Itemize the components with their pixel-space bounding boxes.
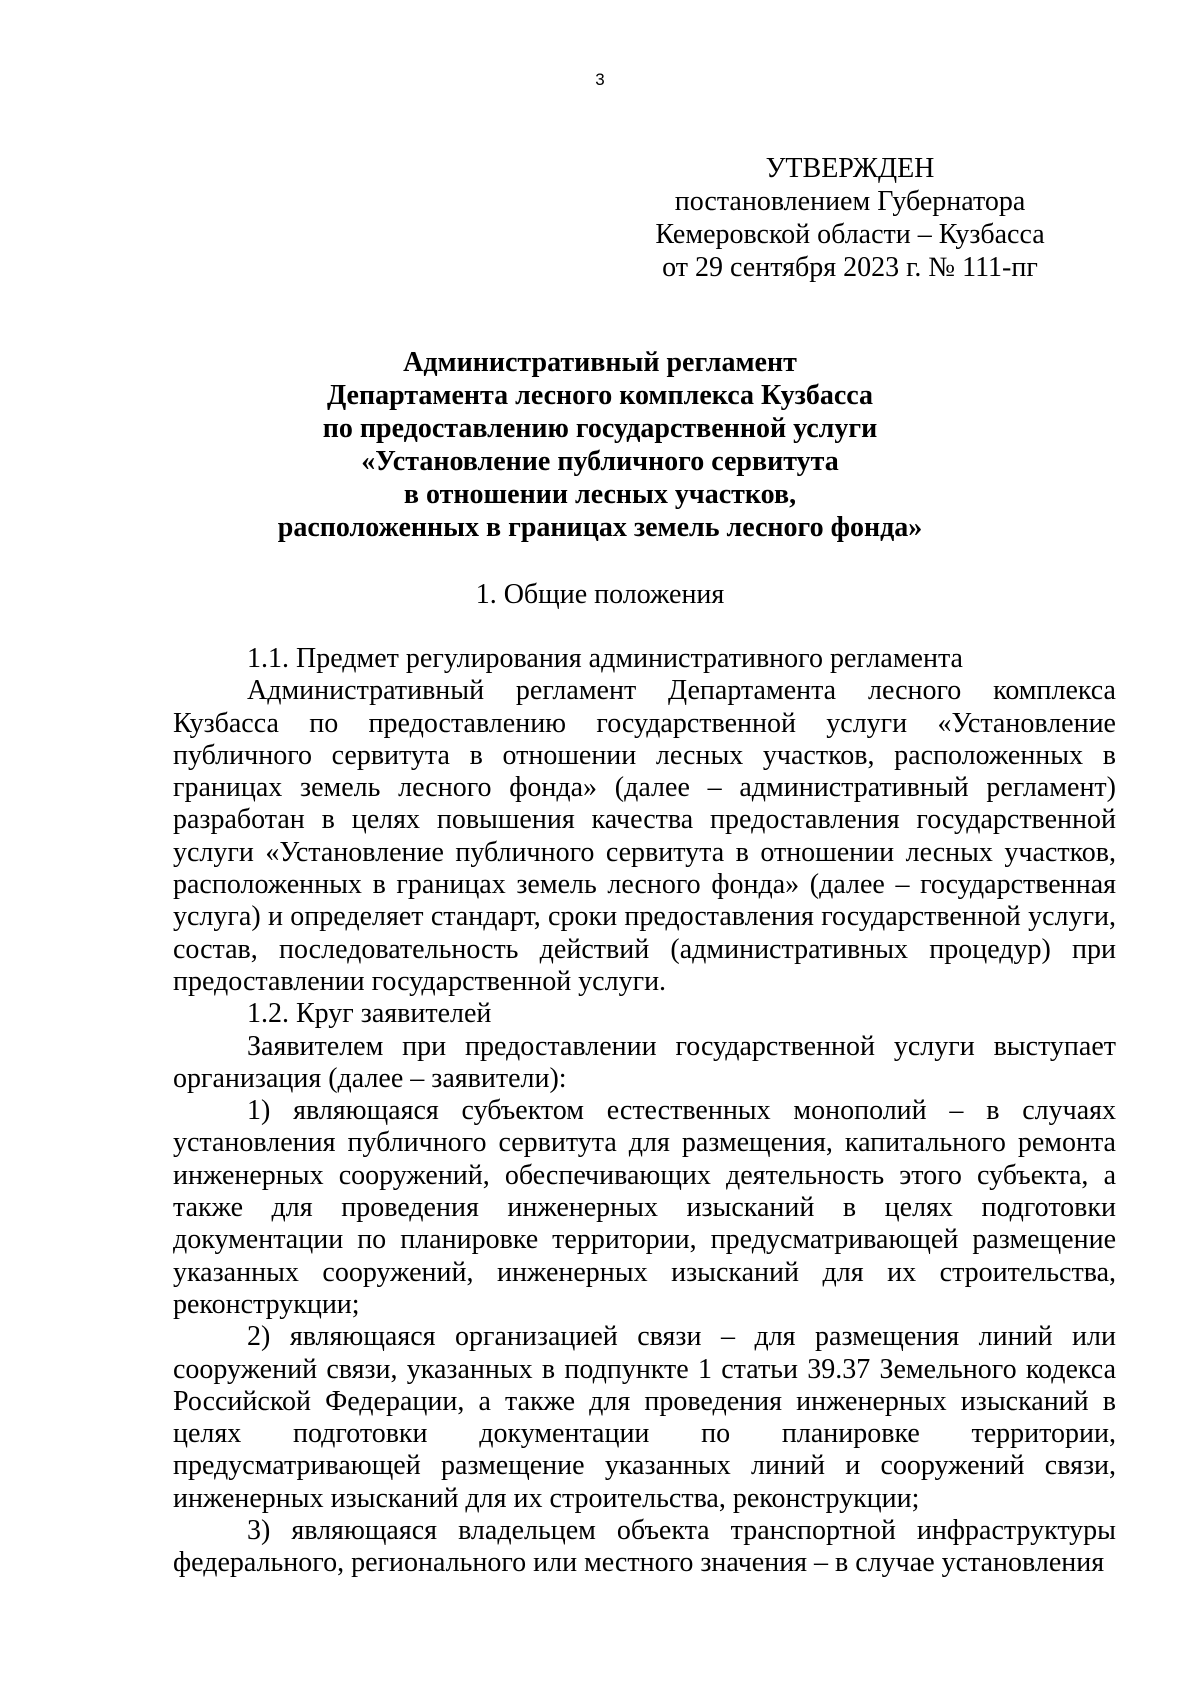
title-line: в отношении лесных участков, <box>403 479 797 510</box>
list-item: 2) являющаяся организацией связи – для размещения линий или сооружений связи, указанных в подпункте 1 статьи 39.37 Земельного кодекса Российской Федерации, а также для проведения инженерных изысканий в целях подготовки документации по планировке территории, предусматривающей размещение указанных линий и сооружений связи, инженерных изысканий для их строительства, реконструкции; <box>173 1321 1116 1514</box>
document-title <box>150 346 1050 544</box>
title-line: Административный регламент <box>403 347 797 378</box>
document-body <box>173 643 1116 1580</box>
approval-line: УТВЕРЖДЕН <box>765 153 935 184</box>
list-item: 1) являющаяся субъектом естественных монополий – в случаях установления публичного сервитута для размещения, капитального ремонта инженерных сооружений, обеспечивающих деятельность этого субъекта, а также для проведения инженерных изысканий в целях подготовки документации по планировке территории, предусматривающей размещение указанных сооружений, инженерных изысканий для их строительства, реконструкции; <box>173 1095 1116 1320</box>
title-line: по предоставлению государственной услуги <box>322 413 878 444</box>
approval-line: Кемеровской области – Кузбасса <box>655 219 1045 250</box>
approval-stamp <box>640 152 1060 284</box>
title-line: Департамента лесного комплекса Кузбасса <box>326 380 874 411</box>
section-heading: 1. Общие положения <box>475 579 725 610</box>
subsection-heading: 1.1. Предмет регулирования административного регламента <box>247 643 963 674</box>
body-paragraph: Административный регламент Департамента лесного комплекса Кузбасса по предоставлению государственной услуги «Установление публичного сервитута в отношении лесных участков, расположенных в границах земель лесного фонда» (далее – административный регламент) разработан в целях повышения качества предоставления государственной услуги «Установление публичного сервитута в отношении лесных участков, расположенных в границах земель лесного фонда» (далее – государственная услуга) и определяет стандарт, сроки предоставления государственной услуги, состав, последовательность действий (административных процедур) при предоставлении государственной услуги. <box>173 675 1116 997</box>
subsection-heading: 1.2. Круг заявителей <box>247 998 492 1030</box>
title-line: «Установление публичного сервитута <box>361 446 839 477</box>
body-paragraph: Заявителем при предоставлении государственной услуги выступает организация (далее – заявители): <box>173 1030 1116 1094</box>
title-line: расположенных в границах земель лесного фонда» <box>277 512 923 543</box>
page-number: 3 <box>595 70 605 89</box>
approval-line: постановлением Губернатора <box>674 186 1026 217</box>
list-item: 3) являющаяся владельцем объекта транспортной инфраструктуры федерального, регионального или местного значения – в случае установления <box>173 1515 1116 1579</box>
approval-line: от 29 сентября 2023 г. № 111-пг <box>662 252 1038 283</box>
